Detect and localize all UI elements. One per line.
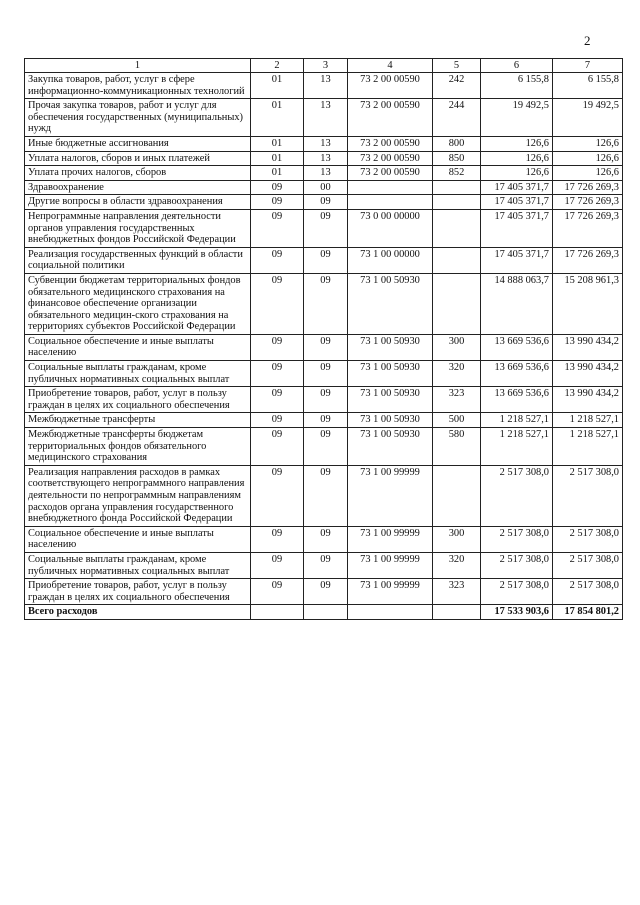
row-subsection: 09 [304, 361, 348, 387]
row-subsection: 09 [304, 334, 348, 360]
row-name: Уплата прочих налогов, сборов [25, 166, 251, 181]
row-expense-type: 852 [433, 166, 481, 181]
row-section: 09 [251, 579, 304, 605]
row-expense-type: 320 [433, 361, 481, 387]
table-row [25, 136, 623, 151]
row-subsection: 09 [304, 247, 348, 273]
row-expense-type: 244 [433, 99, 481, 137]
row-target-code: 73 2 00 00590 [348, 136, 433, 151]
row-amount-year2: 13 990 434,2 [553, 361, 623, 387]
row-expense-type: 300 [433, 334, 481, 360]
row-target-code: 73 2 00 00590 [348, 73, 433, 99]
row-subsection: 13 [304, 151, 348, 166]
table-row [25, 73, 623, 99]
row-amount-year2: 17 726 269,3 [553, 209, 623, 247]
row-name: Субвенции бюджетам территориальных фондов обязательного медицинского страхования на финансовое обеспечение организации обязательного медицин-ского страхования на территориях субъектов Российской Федерации [25, 273, 251, 334]
row-amount-year2: 13 990 434,2 [553, 334, 623, 360]
row-amount-year1: 2 517 308,0 [481, 552, 553, 578]
row-amount-year2: 2 517 308,0 [553, 552, 623, 578]
table-row [25, 387, 623, 413]
row-expense-type [433, 195, 481, 210]
row-target-code: 73 1 00 50930 [348, 428, 433, 466]
row-expense-type [433, 180, 481, 195]
total-cell [251, 605, 304, 620]
table-row [25, 209, 623, 247]
row-subsection: 00 [304, 180, 348, 195]
row-amount-year2: 13 990 434,2 [553, 387, 623, 413]
row-amount-year2: 1 218 527,1 [553, 428, 623, 466]
row-name: Реализация направления расходов в рамках соответствующего непрограммного направления деятельности по непрограммным направлениям расходов органа управления государственного внебюджетного фонда Российской Федерации [25, 465, 251, 526]
row-name: Социальные выплаты гражданам, кроме публичных нормативных социальных выплат [25, 552, 251, 578]
row-expense-type [433, 273, 481, 334]
row-amount-year2: 19 492,5 [553, 99, 623, 137]
header-cell: 3 [304, 59, 348, 73]
row-subsection: 09 [304, 387, 348, 413]
row-amount-year1: 14 888 063,7 [481, 273, 553, 334]
total-value: 17 533 903,6 [481, 605, 553, 620]
row-name: Иные бюджетные ассигнования [25, 136, 251, 151]
row-target-code: 73 1 00 99999 [348, 579, 433, 605]
row-target-code: 73 1 00 99999 [348, 552, 433, 578]
table-header-row [25, 59, 623, 73]
row-target-code: 73 1 00 00000 [348, 247, 433, 273]
row-target-code: 73 0 00 00000 [348, 209, 433, 247]
row-amount-year2: 126,6 [553, 136, 623, 151]
row-subsection: 09 [304, 209, 348, 247]
row-expense-type: 580 [433, 428, 481, 466]
row-target-code: 73 1 00 50930 [348, 273, 433, 334]
total-cell [304, 605, 348, 620]
row-amount-year1: 126,6 [481, 136, 553, 151]
row-amount-year1: 13 669 536,6 [481, 334, 553, 360]
total-cell [433, 605, 481, 620]
row-expense-type: 850 [433, 151, 481, 166]
row-section: 01 [251, 151, 304, 166]
row-target-code: 73 2 00 00590 [348, 166, 433, 181]
table-row [25, 195, 623, 210]
row-amount-year1: 19 492,5 [481, 99, 553, 137]
row-target-code: 73 1 00 99999 [348, 526, 433, 552]
row-amount-year1: 13 669 536,6 [481, 387, 553, 413]
table-row [25, 334, 623, 360]
header-cell: 7 [553, 59, 623, 73]
row-target-code: 73 1 00 99999 [348, 465, 433, 526]
row-amount-year1: 1 218 527,1 [481, 428, 553, 466]
row-name: Межбюджетные трансферты бюджетам территориальных фондов обязательного медицинского страхования [25, 428, 251, 466]
row-section: 09 [251, 413, 304, 428]
row-amount-year2: 2 517 308,0 [553, 465, 623, 526]
row-subsection: 13 [304, 136, 348, 151]
total-row [25, 605, 623, 620]
row-section: 09 [251, 465, 304, 526]
row-name: Приобретение товаров, работ, услуг в пользу граждан в целях их социального обеспечения [25, 579, 251, 605]
row-section: 09 [251, 361, 304, 387]
row-subsection: 13 [304, 73, 348, 99]
row-amount-year2: 1 218 527,1 [553, 413, 623, 428]
row-expense-type [433, 247, 481, 273]
row-expense-type: 323 [433, 387, 481, 413]
row-target-code: 73 2 00 00590 [348, 151, 433, 166]
row-section: 09 [251, 334, 304, 360]
row-name: Межбюджетные трансферты [25, 413, 251, 428]
row-section: 09 [251, 387, 304, 413]
row-target-code: 73 1 00 50930 [348, 361, 433, 387]
row-name: Здравоохранение [25, 180, 251, 195]
row-amount-year2: 2 517 308,0 [553, 579, 623, 605]
table-row [25, 428, 623, 466]
row-name: Прочая закупка товаров, работ и услуг для обеспечения государственных (муниципальных) нужд [25, 99, 251, 137]
table-row [25, 273, 623, 334]
row-name: Социальное обеспечение и иные выплаты населению [25, 526, 251, 552]
total-label: Всего расходов [25, 605, 251, 620]
row-section: 09 [251, 247, 304, 273]
row-subsection: 09 [304, 428, 348, 466]
row-target-code [348, 180, 433, 195]
row-name: Социальное обеспечение и иные выплаты населению [25, 334, 251, 360]
row-subsection: 13 [304, 99, 348, 137]
row-expense-type: 300 [433, 526, 481, 552]
row-amount-year1: 1 218 527,1 [481, 413, 553, 428]
row-section: 09 [251, 195, 304, 210]
row-section: 09 [251, 209, 304, 247]
row-section: 09 [251, 273, 304, 334]
row-expense-type: 800 [433, 136, 481, 151]
row-name: Приобретение товаров, работ, услуг в пользу граждан в целях их социального обеспечения [25, 387, 251, 413]
header-cell: 1 [25, 59, 251, 73]
row-target-code: 73 1 00 50930 [348, 413, 433, 428]
table-row [25, 413, 623, 428]
row-amount-year2: 6 155,8 [553, 73, 623, 99]
table-row [25, 361, 623, 387]
row-name: Непрограммные направления деятельности органов управления государственных внебюджетных фондов Российской Федерации [25, 209, 251, 247]
table-row [25, 552, 623, 578]
row-name: Другие вопросы в области здравоохранения [25, 195, 251, 210]
row-amount-year1: 126,6 [481, 166, 553, 181]
row-amount-year1: 17 405 371,7 [481, 247, 553, 273]
row-target-code [348, 195, 433, 210]
row-subsection: 09 [304, 195, 348, 210]
row-expense-type [433, 209, 481, 247]
row-name: Реализация государственных функций в области социальной политики [25, 247, 251, 273]
row-subsection: 09 [304, 465, 348, 526]
row-amount-year2: 17 726 269,3 [553, 180, 623, 195]
row-name: Уплата налогов, сборов и иных платежей [25, 151, 251, 166]
row-section: 01 [251, 99, 304, 137]
row-amount-year1: 17 405 371,7 [481, 195, 553, 210]
table-row [25, 180, 623, 195]
row-amount-year2: 126,6 [553, 166, 623, 181]
header-cell: 4 [348, 59, 433, 73]
header-cell: 2 [251, 59, 304, 73]
row-expense-type: 323 [433, 579, 481, 605]
table-row [25, 99, 623, 137]
table-row [25, 166, 623, 181]
row-amount-year1: 17 405 371,7 [481, 209, 553, 247]
row-target-code: 73 2 00 00590 [348, 99, 433, 137]
row-expense-type [433, 465, 481, 526]
row-section: 09 [251, 526, 304, 552]
header-cell: 5 [433, 59, 481, 73]
table-row [25, 579, 623, 605]
page-number: 2 [584, 33, 591, 48]
row-subsection: 09 [304, 526, 348, 552]
row-target-code: 73 1 00 50930 [348, 334, 433, 360]
row-section: 01 [251, 136, 304, 151]
row-amount-year1: 2 517 308,0 [481, 526, 553, 552]
header-cell: 6 [481, 59, 553, 73]
row-amount-year1: 13 669 536,6 [481, 361, 553, 387]
row-amount-year1: 126,6 [481, 151, 553, 166]
row-amount-year2: 126,6 [553, 151, 623, 166]
row-section: 09 [251, 180, 304, 195]
row-subsection: 13 [304, 166, 348, 181]
total-value: 17 854 801,2 [553, 605, 623, 620]
row-subsection: 09 [304, 552, 348, 578]
row-expense-type: 242 [433, 73, 481, 99]
table-row [25, 465, 623, 526]
row-section: 09 [251, 552, 304, 578]
row-section: 01 [251, 73, 304, 99]
budget-table [24, 58, 623, 620]
table-row [25, 151, 623, 166]
row-amount-year1: 2 517 308,0 [481, 465, 553, 526]
row-section: 01 [251, 166, 304, 181]
row-amount-year1: 17 405 371,7 [481, 180, 553, 195]
table-row [25, 526, 623, 552]
row-amount-year2: 2 517 308,0 [553, 526, 623, 552]
row-amount-year2: 17 726 269,3 [553, 195, 623, 210]
row-subsection: 09 [304, 273, 348, 334]
row-amount-year1: 6 155,8 [481, 73, 553, 99]
row-expense-type: 320 [433, 552, 481, 578]
row-name: Закупка товаров, работ, услуг в сфере информационно-коммуникационных технологий [25, 73, 251, 99]
row-amount-year1: 2 517 308,0 [481, 579, 553, 605]
row-name: Социальные выплаты гражданам, кроме публичных нормативных социальных выплат [25, 361, 251, 387]
table-row [25, 247, 623, 273]
row-amount-year2: 15 208 961,3 [553, 273, 623, 334]
total-cell [348, 605, 433, 620]
row-subsection: 09 [304, 579, 348, 605]
row-section: 09 [251, 428, 304, 466]
row-amount-year2: 17 726 269,3 [553, 247, 623, 273]
row-expense-type: 500 [433, 413, 481, 428]
row-target-code: 73 1 00 50930 [348, 387, 433, 413]
row-subsection: 09 [304, 413, 348, 428]
